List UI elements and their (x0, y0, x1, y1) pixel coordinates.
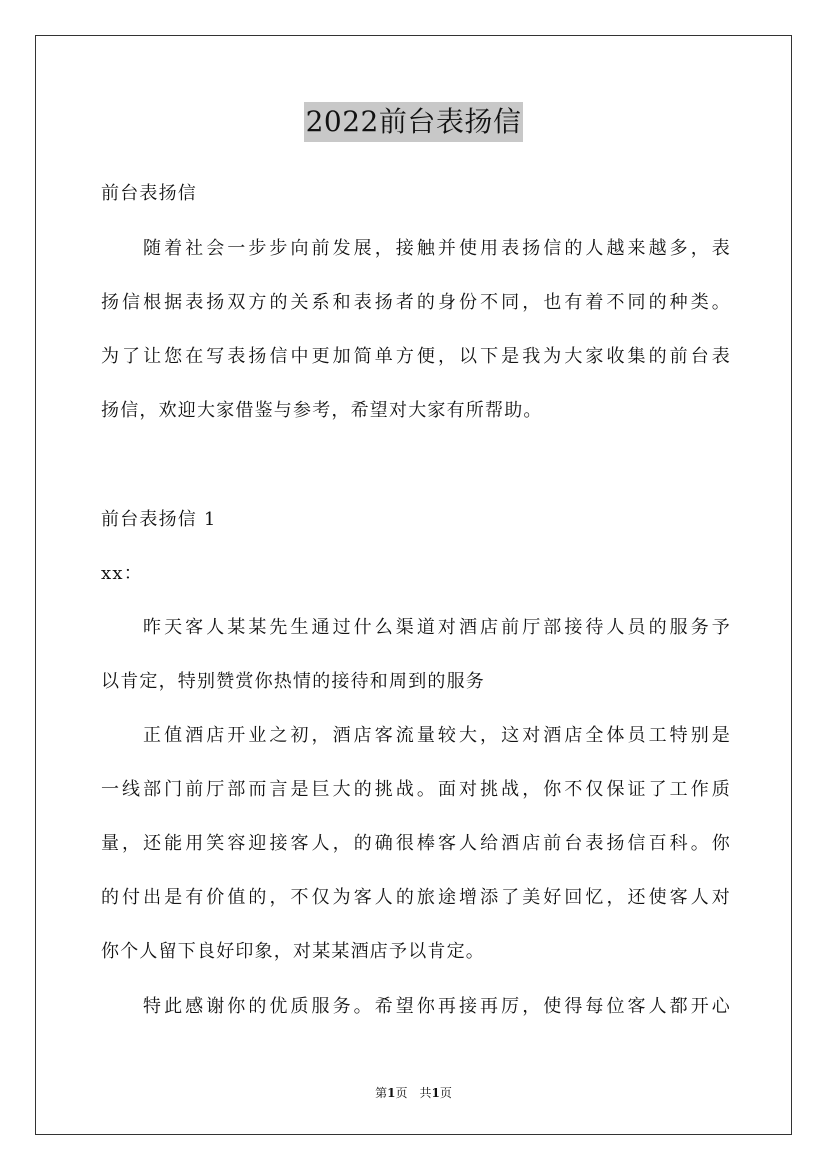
title-container (0, 102, 827, 142)
footer-suffix: 页 (439, 1086, 452, 1100)
paragraph-line: 随着社会一步步向前发展，接触并使用表扬信的人越来越多，表 (143, 238, 731, 259)
section-heading: 前台表扬信 (101, 183, 197, 204)
paragraph-line: 你个人留下良好印象，对某某酒店予以肯定。 (101, 941, 485, 962)
document-title: 2022前台表扬信 (304, 102, 524, 142)
paragraph-line: 昨天客人某某先生通过什么渠道对酒店前厅部接待人员的服务予 (143, 617, 731, 638)
paragraph-line: 扬信根据表扬双方的关系和表扬者的身份不同，也有着不同的种类。 (101, 292, 731, 313)
footer-prefix: 第 (375, 1086, 388, 1100)
paragraph-line: 一线部门前厅部而言是巨大的挑战。面对挑战，你不仅保证了工作质 (101, 779, 731, 800)
footer-mid: 页 共 (395, 1086, 432, 1100)
paragraph-line: 正值酒店开业之初，酒店客流量较大，这对酒店全体员工特别是 (143, 725, 731, 746)
letter-heading: 前台表扬信 1 (101, 509, 217, 530)
paragraph-line: 量，还能用笑容迎接客人，的确很棒客人给酒店前台表扬信百科。你 (101, 833, 731, 854)
footer-page-total: 1 (431, 1086, 440, 1100)
paragraph-line: 的付出是有价值的，不仅为客人的旅途增添了美好回忆，还使客人对 (101, 887, 731, 908)
salutation: xx： (101, 563, 143, 584)
paragraph-line: 为了让您在写表扬信中更加简单方便，以下是我为大家收集的前台表 (101, 346, 731, 367)
page-footer (0, 1085, 827, 1101)
paragraph-line: 特此感谢你的优质服务。希望你再接再厉，使得每位客人都开心 (143, 996, 731, 1017)
footer-page-number: 1 (387, 1086, 396, 1100)
paragraph-line: 以肯定，特别赞赏你热情的接待和周到的服务 (101, 671, 485, 692)
paragraph-line: 扬信，欢迎大家借鉴与参考，希望对大家有所帮助。 (101, 400, 543, 421)
